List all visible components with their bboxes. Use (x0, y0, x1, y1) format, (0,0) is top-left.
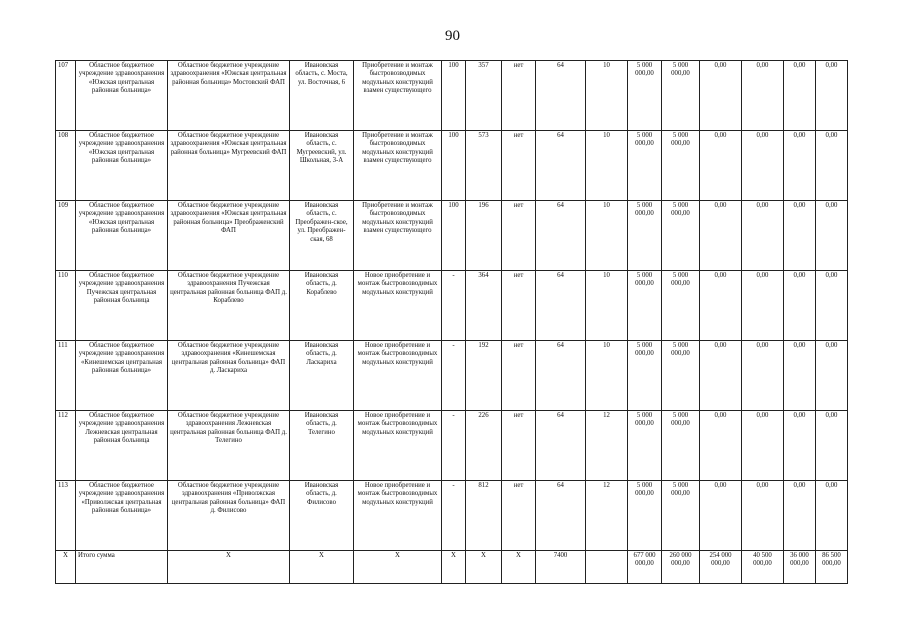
cell-col14: 0,00 (784, 131, 816, 201)
action-cell: Новое приобретение и монтаж быстровозводимых модульных конструкций (354, 341, 442, 411)
table-row (56, 131, 848, 201)
cell-col7: нет (502, 341, 536, 411)
cell-col10: 5 000 000,00 (628, 61, 662, 131)
cell-col13: 0,00 (742, 61, 784, 131)
program-table (55, 60, 848, 584)
total-col11: 260 000 000,00 (662, 551, 700, 584)
cell-col13: 0,00 (742, 131, 784, 201)
cell-col15: 0,00 (816, 481, 848, 551)
address-cell: Ивановская область, с. Моста, ул. Восточная, 6 (290, 61, 354, 131)
total-col12: 254 000 000,00 (700, 551, 742, 584)
cell-col15: 0,00 (816, 61, 848, 131)
cell-col9: 10 (586, 271, 628, 341)
cell-col12: 0,00 (700, 411, 742, 481)
facility-cell: Областное бюджетное учреждение здравоохранения «Приволжская центральная районная больница» ФАП д. Филисово (168, 481, 290, 551)
action-cell: Приобретение и монтаж быстровозводимых модульных конструкций взамен существующего (354, 131, 442, 201)
owner-cell: Областное бюджетное учреждение здравоохранения Лежневская центральная районная больница (76, 411, 168, 481)
cell-col14: 0,00 (784, 341, 816, 411)
cell-col9: 10 (586, 341, 628, 411)
page-number: 90 (445, 28, 460, 44)
cell-col14: 0,00 (784, 411, 816, 481)
cell-col10: 5 000 000,00 (628, 131, 662, 201)
total-col13: 40 500 000,00 (742, 551, 784, 584)
cell-col5: - (442, 481, 466, 551)
facility-cell: Областное бюджетное учреждение здравоохранения «Южская центральная районная больница» Преображенский ФАП (168, 201, 290, 271)
cell-col8: 64 (536, 271, 586, 341)
cell-col8: 64 (536, 411, 586, 481)
table-row (56, 201, 848, 271)
owner-cell: Областное бюджетное учреждение здравоохранения «Южская центральная районная больница» (76, 61, 168, 131)
cell-col7: нет (502, 411, 536, 481)
cell-col6: 573 (466, 131, 502, 201)
cell-col11: 5 000 000,00 (662, 271, 700, 341)
table-row (56, 411, 848, 481)
cell-col11: 5 000 000,00 (662, 131, 700, 201)
address-cell: Ивановская область, с. Мугреевский, ул. Школьная, 3-А (290, 131, 354, 201)
total-label: Итого сумма (76, 551, 168, 584)
cell-col7: нет (502, 131, 536, 201)
cell-col11: 5 000 000,00 (662, 481, 700, 551)
total-action: Х (354, 551, 442, 584)
total-col5: Х (442, 551, 466, 584)
table-row (56, 481, 848, 551)
row-number: 113 (56, 481, 76, 551)
row-number: 109 (56, 201, 76, 271)
cell-col6: 364 (466, 271, 502, 341)
cell-col12: 0,00 (700, 481, 742, 551)
address-cell: Ивановская область, д. Филисово (290, 481, 354, 551)
cell-col14: 0,00 (784, 201, 816, 271)
owner-cell: Областное бюджетное учреждение здравоохранения «Южская центральная районная больница» (76, 201, 168, 271)
table-row (56, 341, 848, 411)
cell-col8: 64 (536, 341, 586, 411)
cell-col6: 812 (466, 481, 502, 551)
cell-col10: 5 000 000,00 (628, 201, 662, 271)
cell-col13: 0,00 (742, 341, 784, 411)
cell-col14: 0,00 (784, 481, 816, 551)
cell-col12: 0,00 (700, 131, 742, 201)
cell-col12: 0,00 (700, 61, 742, 131)
table-row (56, 271, 848, 341)
total-col7: Х (502, 551, 536, 584)
cell-col7: нет (502, 61, 536, 131)
cell-col14: 0,00 (784, 61, 816, 131)
row-number: 111 (56, 341, 76, 411)
address-cell: Ивановская область, д. Ласкариха (290, 341, 354, 411)
cell-col11: 5 000 000,00 (662, 61, 700, 131)
table-row (56, 61, 848, 131)
total-number: Х (56, 551, 76, 584)
facility-cell: Областное бюджетное учреждение здравоохранения «Кинешемская центральная районная больница» ФАП д. Ласкариха (168, 341, 290, 411)
cell-col10: 5 000 000,00 (628, 271, 662, 341)
facility-cell: Областное бюджетное учреждение здравоохранения Лежневская центральная районная больница ФАП д. Телегино (168, 411, 290, 481)
row-number: 110 (56, 271, 76, 341)
cell-col7: нет (502, 271, 536, 341)
cell-col15: 0,00 (816, 131, 848, 201)
cell-col9: 10 (586, 131, 628, 201)
cell-col15: 0,00 (816, 271, 848, 341)
total-col6: Х (466, 551, 502, 584)
address-cell: Ивановская область, с. Преображен-ское, ул. Преображен-ская, 68 (290, 201, 354, 271)
row-number: 107 (56, 61, 76, 131)
cell-col11: 5 000 000,00 (662, 341, 700, 411)
cell-col12: 0,00 (700, 341, 742, 411)
cell-col13: 0,00 (742, 481, 784, 551)
address-cell: Ивановская область, д. Кораблево (290, 271, 354, 341)
cell-col6: 192 (466, 341, 502, 411)
cell-col15: 0,00 (816, 341, 848, 411)
cell-col15: 0,00 (816, 411, 848, 481)
action-cell: Новое приобретение и монтаж быстровозводимых модульных конструкций (354, 411, 442, 481)
cell-col11: 5 000 000,00 (662, 201, 700, 271)
cell-col13: 0,00 (742, 411, 784, 481)
action-cell: Новое приобретение и монтаж быстровозводимых модульных конструкций (354, 481, 442, 551)
cell-col9: 10 (586, 61, 628, 131)
cell-col8: 64 (536, 61, 586, 131)
action-cell: Приобретение и монтаж быстровозводимых модульных конструкций взамен существующего (354, 201, 442, 271)
cell-col6: 196 (466, 201, 502, 271)
facility-cell: Областное бюджетное учреждение здравоохранения Пучежская центральная районная больница ФАП д. Кораблево (168, 271, 290, 341)
cell-col14: 0,00 (784, 271, 816, 341)
cell-col7: нет (502, 481, 536, 551)
address-cell: Ивановская область, д. Телегино (290, 411, 354, 481)
total-col15: 86 500 000,00 (816, 551, 848, 584)
cell-col5: 100 (442, 201, 466, 271)
cell-col11: 5 000 000,00 (662, 411, 700, 481)
total-row (56, 551, 848, 584)
cell-col6: 357 (466, 61, 502, 131)
cell-col12: 0,00 (700, 271, 742, 341)
row-number: 108 (56, 131, 76, 201)
cell-col9: 12 (586, 411, 628, 481)
cell-col12: 0,00 (700, 201, 742, 271)
facility-cell: Областное бюджетное учреждение здравоохранения «Южская центральная районная больница» Мугреевский ФАП (168, 131, 290, 201)
action-cell: Новое приобретение и монтаж быстровозводимых модульных конструкций (354, 271, 442, 341)
cell-col6: 226 (466, 411, 502, 481)
total-col14: 36 000 000,00 (784, 551, 816, 584)
cell-col10: 5 000 000,00 (628, 341, 662, 411)
cell-col5: - (442, 341, 466, 411)
owner-cell: Областное бюджетное учреждение здравоохранения Пучежская центральная районная больница (76, 271, 168, 341)
cell-col8: 64 (536, 131, 586, 201)
cell-col13: 0,00 (742, 201, 784, 271)
total-col8: 7400 (536, 551, 586, 584)
total-col10: 677 000 000,00 (628, 551, 662, 584)
cell-col5: - (442, 411, 466, 481)
cell-col7: нет (502, 201, 536, 271)
cell-col9: 10 (586, 201, 628, 271)
total-facility: Х (168, 551, 290, 584)
action-cell: Приобретение и монтаж быстровозводимых модульных конструкций взамен существующего (354, 61, 442, 131)
owner-cell: Областное бюджетное учреждение здравоохранения «Южская центральная районная больница» (76, 131, 168, 201)
cell-col8: 64 (536, 201, 586, 271)
cell-col5: - (442, 271, 466, 341)
cell-col5: 100 (442, 61, 466, 131)
owner-cell: Областное бюджетное учреждение здравоохранения «Приволжская центральная районная больница» (76, 481, 168, 551)
cell-col10: 5 000 000,00 (628, 481, 662, 551)
cell-col13: 0,00 (742, 271, 784, 341)
total-col9 (586, 551, 628, 584)
cell-col5: 100 (442, 131, 466, 201)
cell-col10: 5 000 000,00 (628, 411, 662, 481)
total-address: Х (290, 551, 354, 584)
cell-col15: 0,00 (816, 201, 848, 271)
cell-col9: 12 (586, 481, 628, 551)
owner-cell: Областное бюджетное учреждение здравоохранения «Кинешемская центральная районная больница» (76, 341, 168, 411)
row-number: 112 (56, 411, 76, 481)
cell-col8: 64 (536, 481, 586, 551)
facility-cell: Областное бюджетное учреждение здравоохранения «Южская центральная районная больница» Мостовский ФАП (168, 61, 290, 131)
